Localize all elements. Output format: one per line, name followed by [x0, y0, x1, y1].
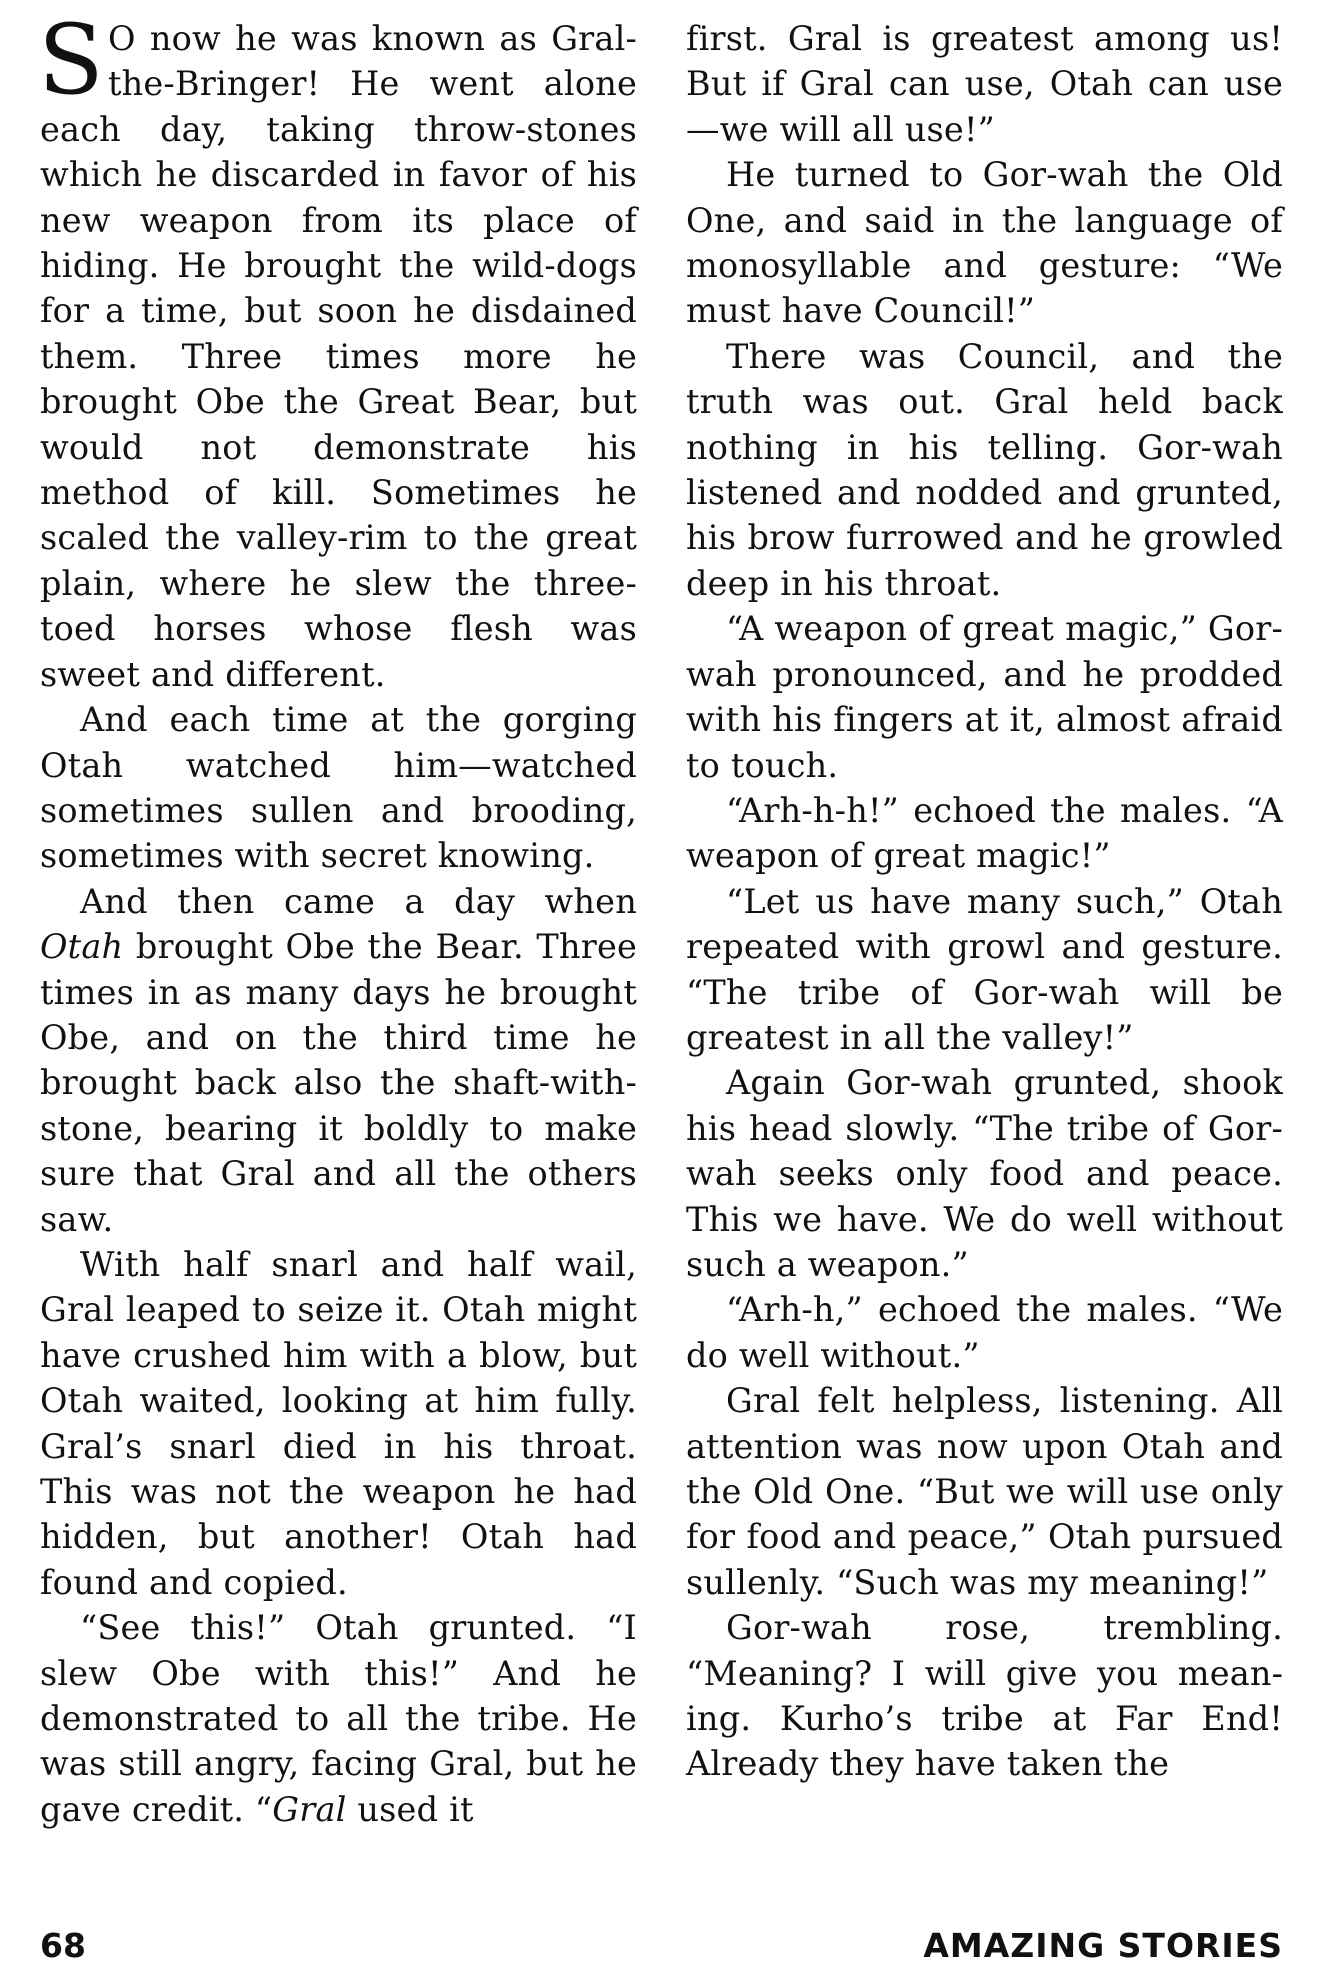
- paragraph: [40, 1605, 637, 1832]
- paragraph: Again Gor-wah grunted, shook his head slowly. “The tribe of Gor-wah seeks only food and peace. This we have. We do well without such a weapon.”: [686, 1063, 1283, 1284]
- paragraph-text: brought Obe the Bear. Three times in as many days he brought Obe, and on the third time he brought back also the shaft-with-stone, bearing it boldly to make sure that Gral and all the others saw.: [40, 927, 637, 1239]
- paragraph: Gor-wah rose, trembling. “Meaning? I will give you meaning. Kurho’s tribe at Far End! Already they have taken the: [686, 1608, 1283, 1784]
- right-column: [686, 16, 1283, 1787]
- paragraph-text: used it: [346, 1789, 474, 1829]
- italic-name: Otah: [40, 927, 124, 967]
- paragraph-text: O now he was known as Gral-the-Bringer! He went alone each day, taking throw-stones which he discarded in favor of his new weapon from its place of hiding. He brought the wild-dogs for a time, but soon he disdained them. Three times more he brought Obe the Great Bear, but would not demonstrate his method of kill. Sometimes he scaled the valley-rim to the great plain, where he slew the three-toed horses whose flesh was sweet and different.: [40, 19, 637, 694]
- paragraph-text: “See this!” Otah grunted. “I slew Obe with this!” And he demonstrated to all the tribe. He was still angry, facing Gral, but he gave credit. “: [40, 1608, 637, 1829]
- paragraph: With half snarl and half wail, Gral leaped to seize it. Otah might have crushed him with a blow, but Otah waited, looking at him fully. Gral’s snarl died in his throat. This was not the weapon he had hidden, but another! Otah had found and copied.: [40, 1244, 637, 1602]
- paragraph: “Arh-h,” echoed the males. “We do well without.”: [686, 1290, 1283, 1375]
- paragraph: “A weapon of great magic,” Gor-wah pronounced, and he prodded with his fingers at it, almost afraid to touch.: [686, 609, 1283, 785]
- drop-cap: S: [38, 4, 104, 116]
- paragraph: “Let us have many such,” Otah repeated with growl and gesture. “The tribe of Gor-wah will be greatest in all the valley!”: [686, 881, 1283, 1057]
- magazine-title: AMAZING STORIES: [923, 1926, 1283, 1965]
- paragraph: He turned to Gor-wah the Old One, and said in the language of monosyllable and gesture: “We must have Council!”: [686, 155, 1283, 331]
- paragraph: And each time at the gorging Otah watched him—watched sometimes sullen and brooding, sometimes with secret knowing.: [40, 700, 637, 876]
- italic-name: Gral: [272, 1789, 347, 1829]
- paragraph: [40, 879, 637, 1242]
- paragraph: “Arh-h-h!” echoed the males. “A weapon of great magic!”: [686, 790, 1283, 876]
- paragraph: [38, 4, 637, 697]
- paragraph-text: And then came a day when: [80, 881, 637, 921]
- paragraph: There was Council, and the truth was out. Gral held back nothing in his telling. Gor-wah listened and nodded and grunted, his brow furrowed and he growled deep in his throat.: [686, 336, 1283, 603]
- paragraph-continued: first. Gral is greatest among us! But if Gral can use, Otah can use—we will all use!”: [686, 19, 1283, 149]
- left-column: [38, 4, 637, 1832]
- page-number: 68: [40, 1926, 86, 1965]
- paragraph: Gral felt helpless, listening. All attention was now upon Otah and the Old One. “But we will use only for food and peace,” Otah pursued sullenly. “Such was my meaning!”: [686, 1381, 1283, 1602]
